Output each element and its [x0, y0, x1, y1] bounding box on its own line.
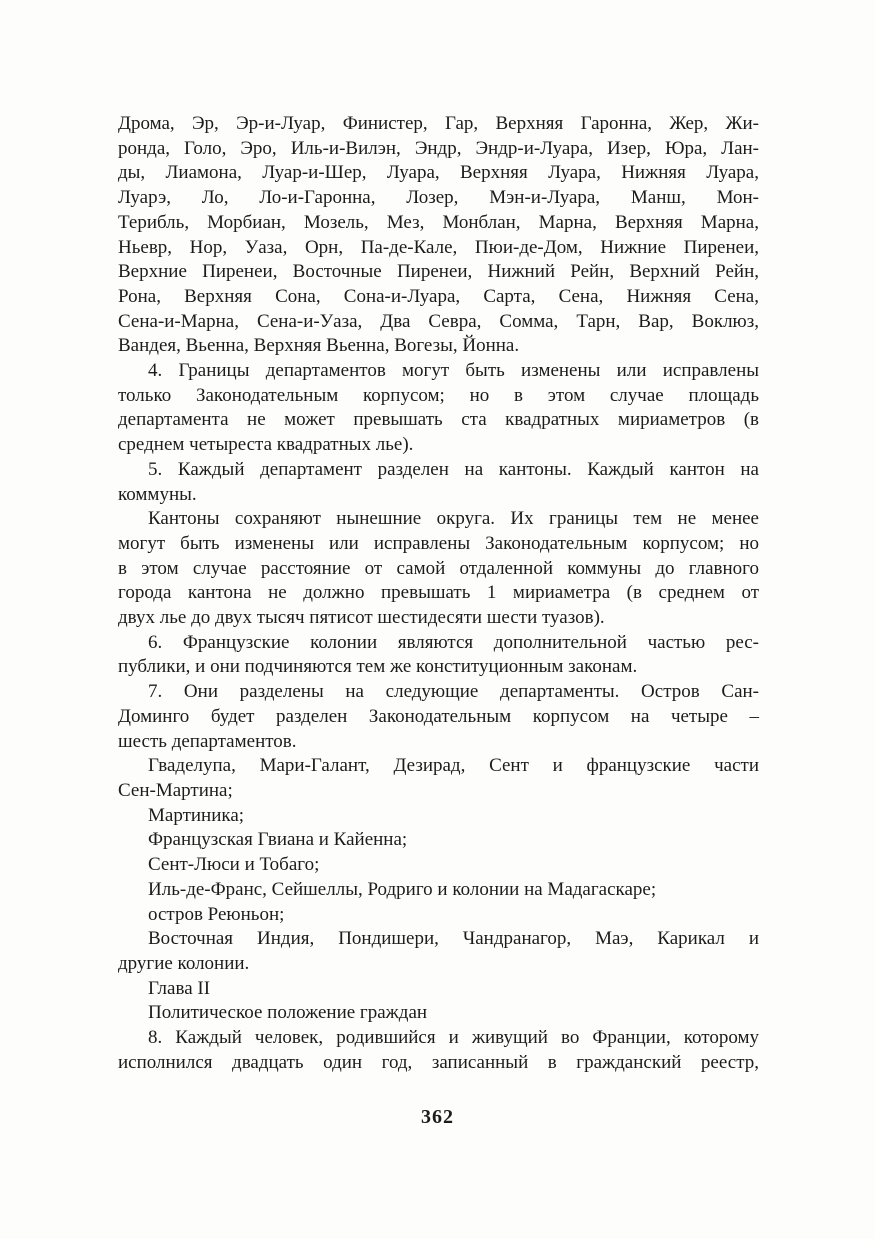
text-line: Рона, Верхняя Сона, Сона-и-Луара, Сарта, Сена, Нижняя Сена,	[118, 285, 759, 307]
text-line: Дрома, Эр, Эр-и-Луар, Финистер, Гар, Верхняя Гаронна, Жер, Жи-	[118, 113, 759, 134]
text-line: в этом случае расстояние от самой отдаленной коммуны до главного	[118, 557, 759, 579]
text-line: шесть департаментов.	[118, 730, 297, 752]
text-line: Сен-Мартина;	[118, 779, 233, 801]
text-line: Французская Гвиана и Кайенна;	[148, 829, 408, 851]
text-line: другие колонии.	[118, 952, 250, 974]
text-line: исполнился двадцать один год, записанный в гражданский реестр,	[118, 1051, 759, 1073]
text-line: Кантоны сохраняют нынешние округа. Их границы тем не менее	[148, 508, 759, 530]
text-line: ды, Лиамона, Луар-и-Шер, Луара, Верхняя Луара, Нижняя Луара,	[118, 162, 759, 184]
text-line: могут быть изменены или исправлены Законодательным корпусом; но	[118, 532, 759, 554]
text-line: коммуны.	[118, 483, 197, 505]
text-line: ронда, Голо, Эро, Иль-и-Вилэн, Эндр, Эндр-и-Луара, Изер, Юра, Лан-	[118, 137, 759, 159]
text-line: Глава II	[148, 977, 211, 999]
text-line: Верхние Пиренеи, Восточные Пиренеи, Нижний Рейн, Верхний Рейн,	[118, 261, 759, 283]
text-line: 5. Каждый департамент разделен на кантоны. Каждый кантон на	[148, 458, 759, 480]
body-text-block	[118, 112, 759, 1075]
text-line: 7. Они разделены на следующие департаменты. Остров Сан-	[148, 681, 759, 703]
text-line: Восточная Индия, Пондишери, Чандранагор, Маэ, Карикал и	[148, 928, 759, 950]
text-line: Луарэ, Ло, Ло-и-Гаронна, Лозер, Мэн-и-Луара, Манш, Мон-	[118, 187, 759, 209]
text-line: Терибль, Морбиан, Мозель, Мез, Монблан, Марна, Верхняя Марна,	[118, 211, 759, 233]
text-line: 4. Границы департаментов могут быть изменены или исправлены	[148, 360, 759, 382]
text-line: Политическое положение граждан	[148, 1002, 428, 1024]
text-line: публики, и они подчиняются тем же конституционным законам.	[118, 656, 638, 678]
text-line: Иль-де-Франс, Сейшеллы, Родриго и колонии на Мадагаскаре;	[148, 878, 657, 900]
text-line: только Законодательным корпусом; но в этом случае площадь	[118, 384, 759, 406]
page-footer	[0, 1106, 875, 1129]
text-line: остров Реюньон;	[148, 903, 285, 925]
text-line: 6. Французские колонии являются дополнительной частью рес-	[148, 631, 759, 653]
page-number: 362	[421, 1106, 454, 1128]
text-line: Гваделупа, Мари-Галант, Дезирад, Сент и французские части	[148, 755, 759, 777]
text-line: Сент-Люси и Тобаго;	[148, 854, 320, 876]
text-line: города кантона не должно превышать 1 мириаметра (в среднем от	[118, 582, 759, 604]
text-line: Мартиника;	[148, 804, 245, 826]
text-line: двух лье до двух тысяч пятисот шестидесяти шести туазов).	[118, 607, 605, 629]
text-line: Вандея, Вьенна, Верхняя Вьенна, Вогезы, Йонна.	[118, 335, 520, 357]
text-line: среднем четыреста квадратных лье).	[118, 434, 414, 456]
text-line: Доминго будет разделен Законодательным корпусом на четыре –	[118, 705, 759, 727]
text-line: Сена-и-Марна, Сена-и-Уаза, Два Севра, Сомма, Тарн, Вар, Воклюз,	[118, 310, 759, 332]
text-line: 8. Каждый человек, родившийся и живущий во Франции, которому	[148, 1027, 759, 1049]
text-line: Ньевр, Нор, Уаза, Орн, Па-де-Кале, Пюи-де-Дом, Нижние Пиренеи,	[118, 236, 759, 258]
text-line: департамента не может превышать ста квадратных мириаметров (в	[118, 409, 759, 431]
